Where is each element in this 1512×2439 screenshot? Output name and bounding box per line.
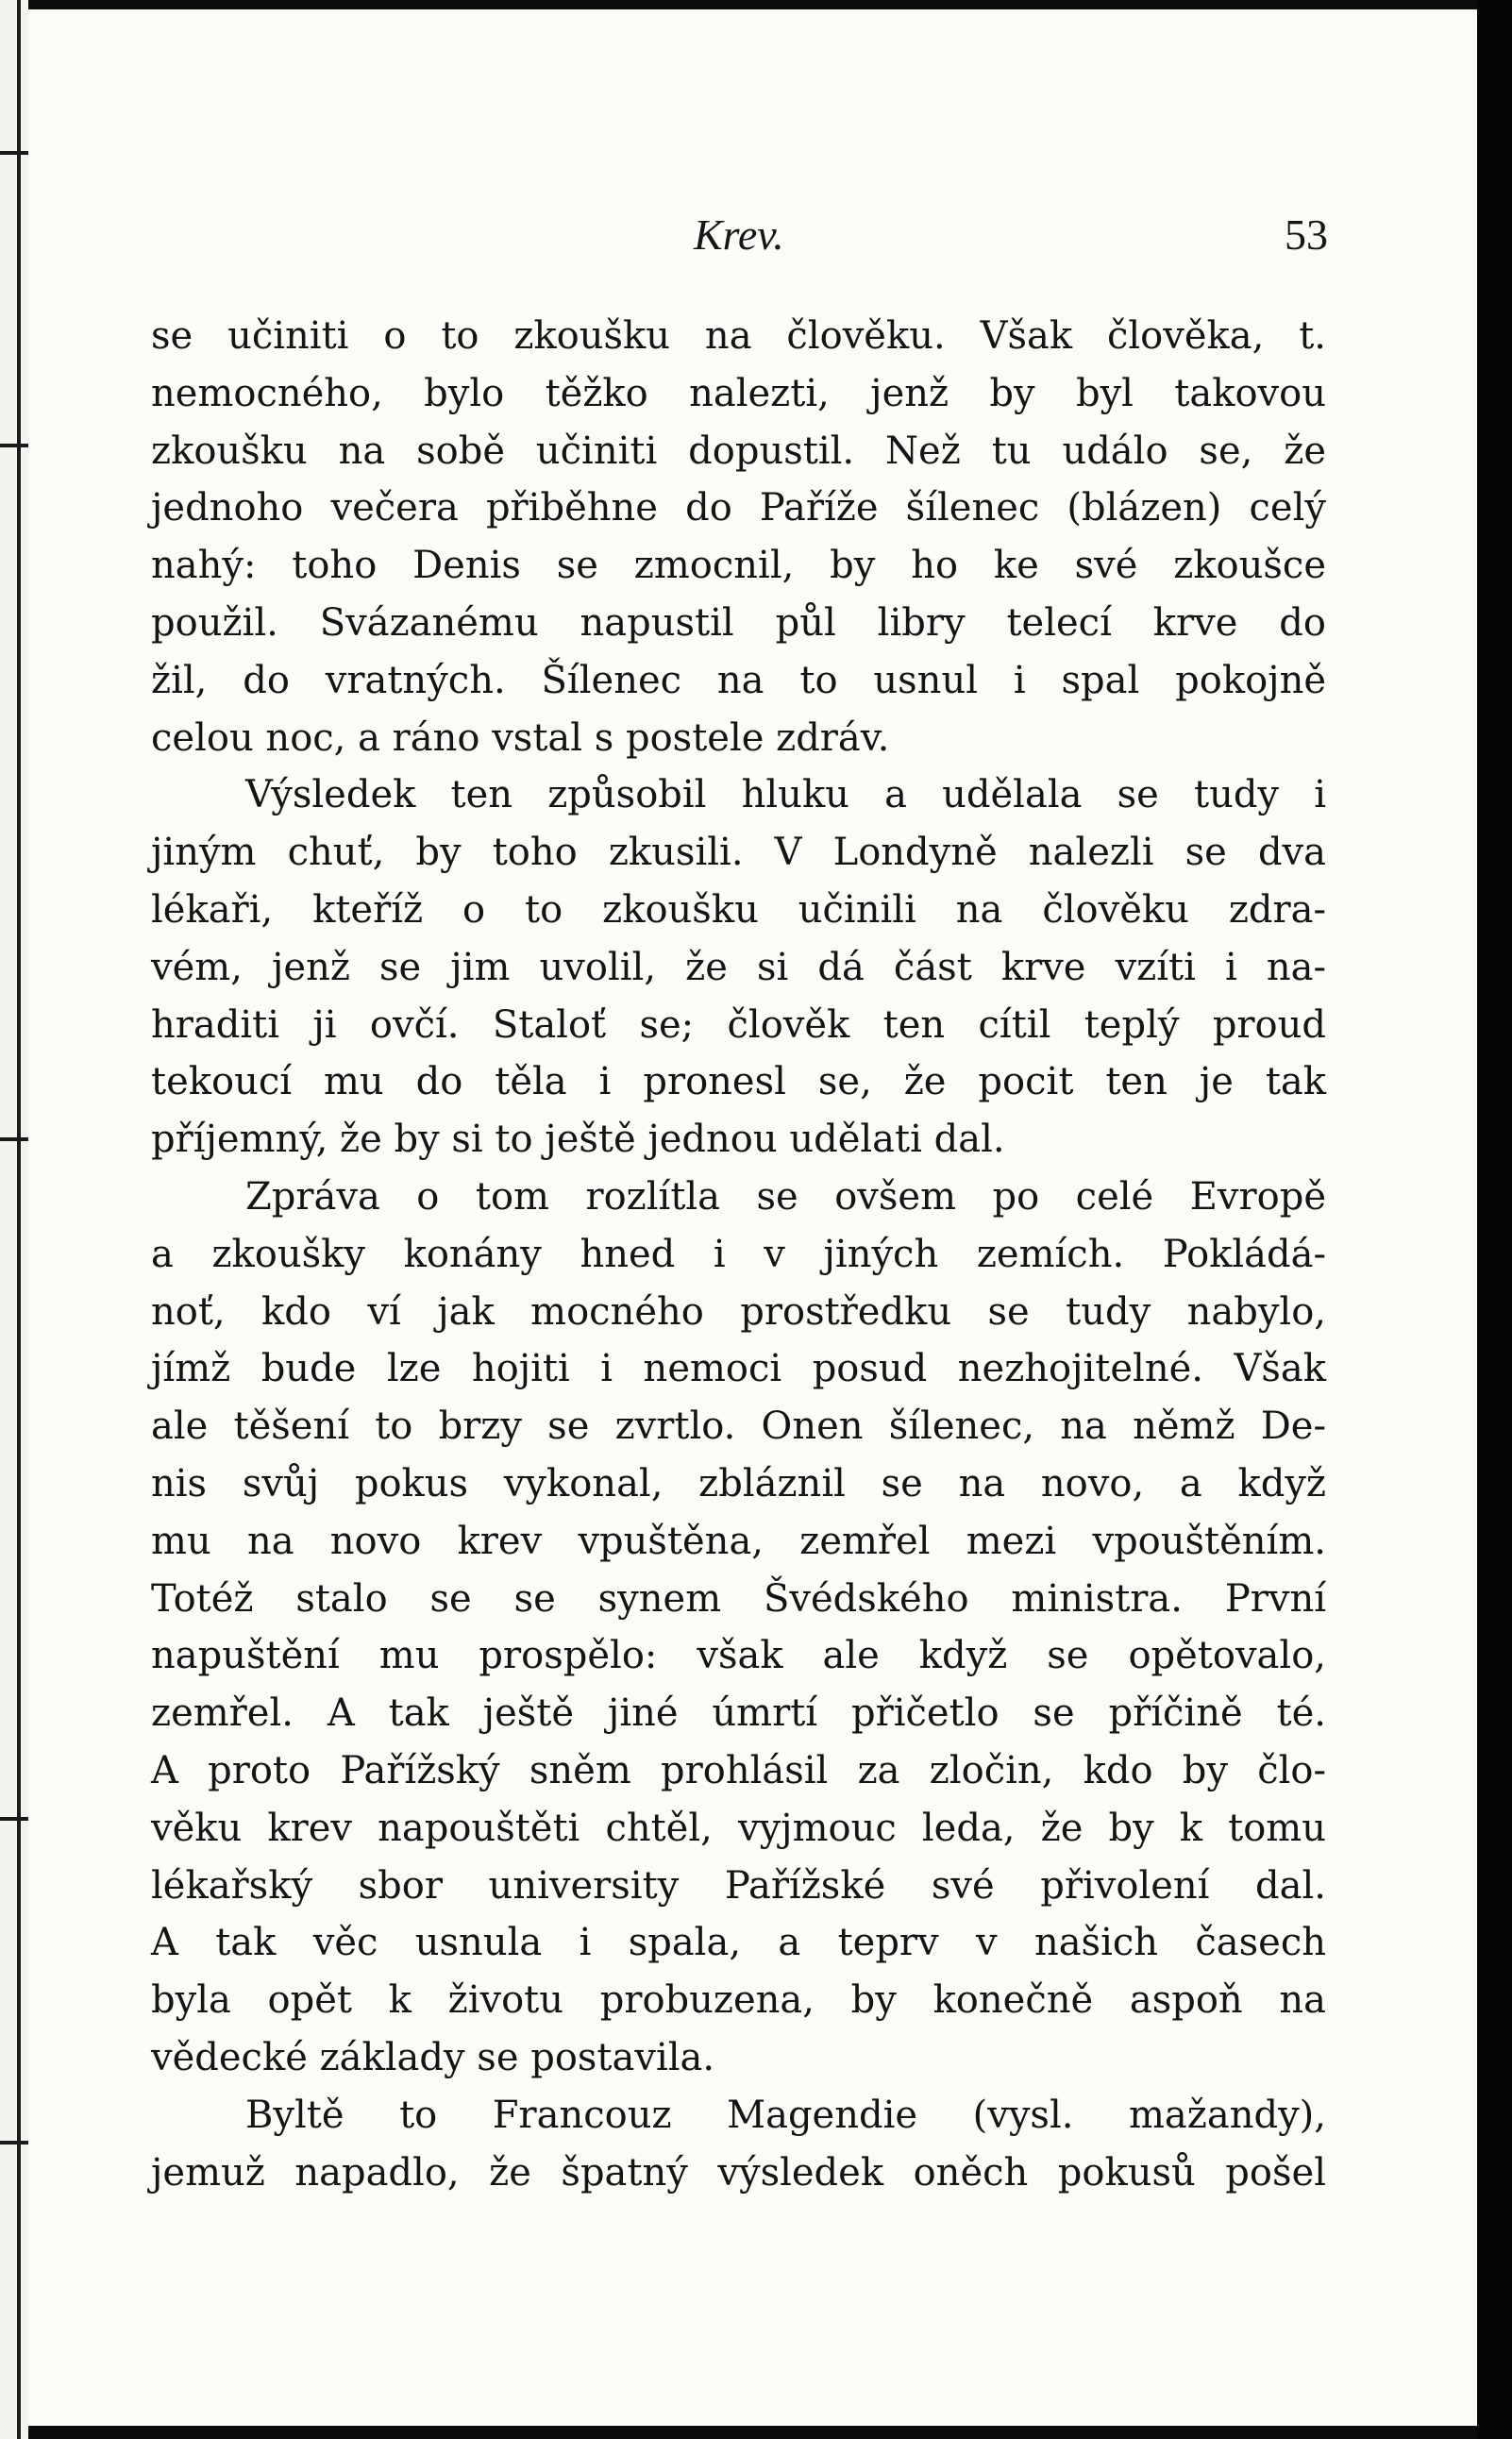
running-title: Krev. bbox=[694, 210, 784, 259]
text-line: jemuž napadlo, že špatný výsledek oněch pokusů pošel bbox=[151, 2150, 1326, 2195]
text-line: zkoušku na sobě učiniti dopustil. Než tu událo se, že bbox=[151, 429, 1326, 473]
text-line: vém, jenž se jim uvolil, že si dá část krve vzíti i na- bbox=[151, 945, 1326, 989]
text-line: jednoho večera přiběhne do Paříže šílenec (blázen) celý bbox=[151, 486, 1326, 530]
body-text bbox=[151, 308, 1326, 2201]
page-header bbox=[694, 210, 1328, 266]
text-line: jiným chuť, by toho zkusili. V Londyně nalezli se dva bbox=[151, 831, 1326, 875]
scan-dark-border bbox=[1477, 0, 1512, 2439]
text-line: vědecké základy se postavila. bbox=[151, 2035, 715, 2079]
text-line: lékaři, kteříž o to zkoušku učinili na člověku zdra- bbox=[151, 887, 1326, 932]
text-line: zemřel. A tak ještě jiné úmrtí přičetlo se příčině té. bbox=[151, 1691, 1326, 1736]
text-line: tekoucí mu do těla i pronesl se, že pocit ten je tak bbox=[151, 1060, 1326, 1104]
text-line: nemocného, bylo těžko nalezti, jenž by byl takovou bbox=[151, 371, 1326, 415]
text-line: použil. Svázanému napustil půl libry telecí krve do bbox=[151, 600, 1326, 645]
text-line: nis svůj pokus vykonal, zbláznil se na novo, a když bbox=[151, 1461, 1326, 1505]
binding-edge-line bbox=[17, 0, 21, 2439]
text-line: lékařský sbor university Pařížské své přivolení dal. bbox=[151, 1863, 1326, 1908]
text-line: napuštění mu prospělo: však ale když se opětovalo, bbox=[151, 1634, 1326, 1678]
text-line: Totéž stalo se se synem Švédského ministra. První bbox=[151, 1576, 1326, 1621]
text-line: věku krev napouštěti chtěl, vyjmouc leda, že by k tomu bbox=[151, 1806, 1326, 1850]
text-line: příjemný, že by si to ještě jednou udělati dal. bbox=[151, 1118, 1005, 1162]
text-line: A tak věc usnula i spala, a teprv v našich časech bbox=[151, 1921, 1326, 1965]
page-number: 53 bbox=[1285, 210, 1328, 259]
text-line: jímž bude lze hojiti i nemoci posud nezhojitelné. Však bbox=[151, 1347, 1326, 1391]
text-line: Výsledek ten způsobil hluku a udělala se tudy i bbox=[245, 773, 1326, 817]
text-line: byla opět k životu probuzena, by konečně aspoň na bbox=[151, 1978, 1326, 2023]
text-line: ale těšení to brzy se zvrtlo. Onen šílenec, na němž De- bbox=[151, 1405, 1326, 1449]
page-left-margin bbox=[0, 0, 28, 2439]
text-line: A proto Pařížský sněm prohlásil za zločin, kdo by člo- bbox=[151, 1748, 1326, 1792]
text-line: a zkoušky konány hned i v jiných zemích. Pokládá- bbox=[151, 1232, 1326, 1276]
text-line: Byltě to Francouz Magendie (vysl. mažandy), bbox=[245, 2093, 1326, 2137]
text-line: noť, kdo ví jak mocného prostředku se tudy nabylo, bbox=[151, 1289, 1326, 1334]
text-line: hraditi ji ovčí. Staloť se; člověk ten cítil teplý proud bbox=[151, 1002, 1326, 1047]
text-line: Zpráva o tom rozlítla se ovšem po celé Evropě bbox=[245, 1174, 1326, 1219]
text-line: žil, do vratných. Šílenec na to usnul i spal pokojně bbox=[151, 658, 1326, 702]
text-line: celou noc, a ráno vstal s postele zdráv. bbox=[151, 715, 890, 760]
text-line: nahý: toho Denis se zmocnil, by ho ke své zkoušce bbox=[151, 544, 1326, 588]
text-line: mu na novo krev vpuštěna, zemřel mezi vpouštěním. bbox=[151, 1519, 1326, 1563]
text-line: se učiniti o to zkoušku na člověku. Však člověka, t. bbox=[151, 314, 1326, 358]
